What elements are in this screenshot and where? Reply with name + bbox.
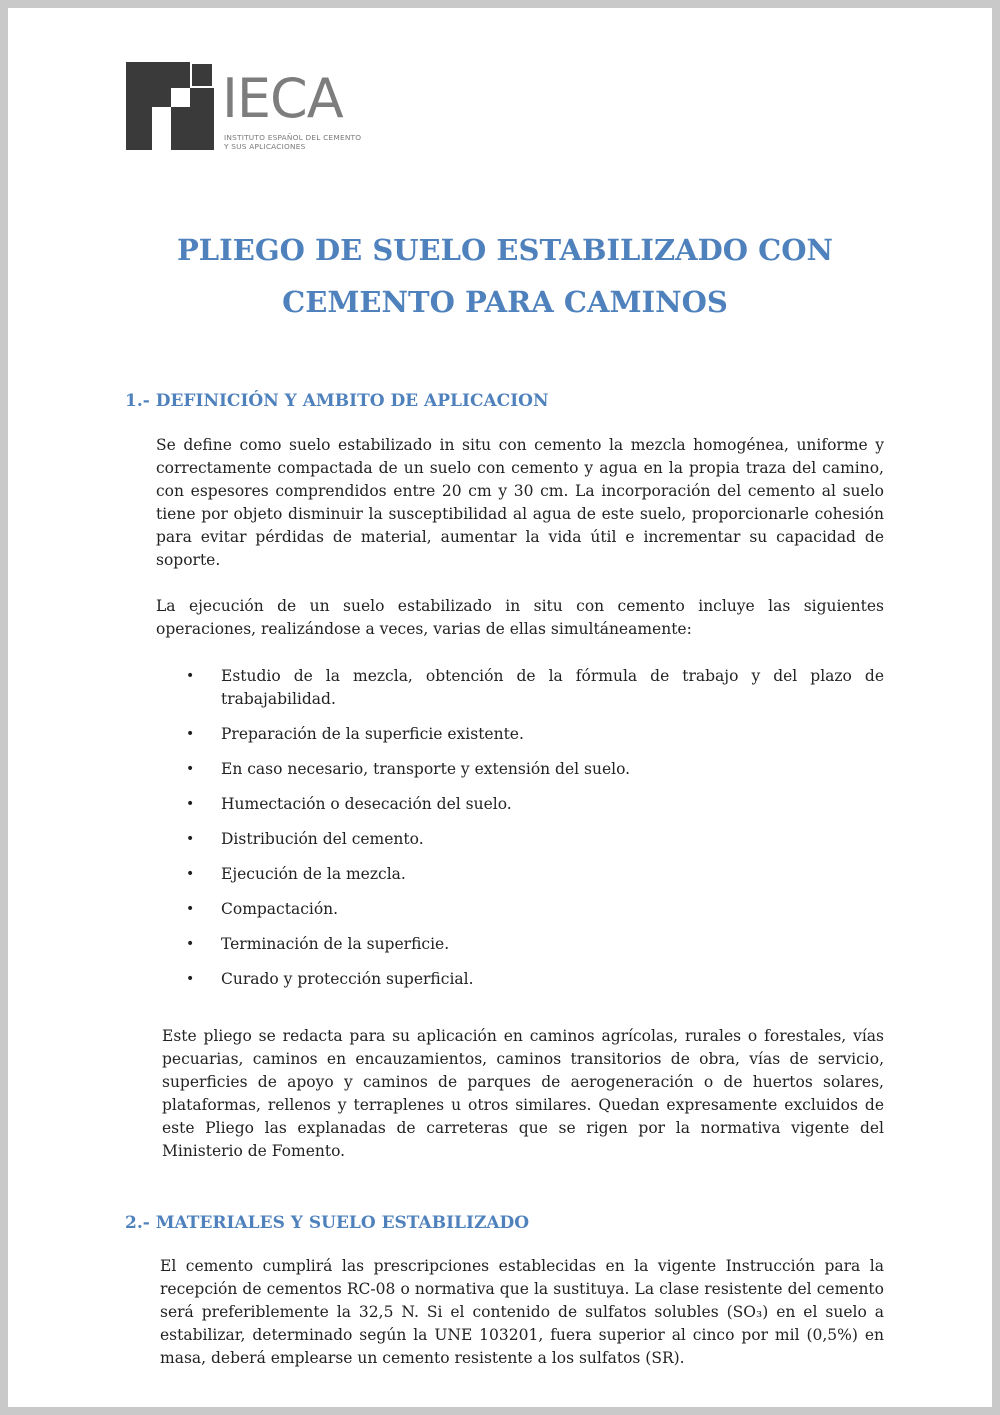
list-item bbox=[156, 933, 884, 956]
list-item-text: En caso necesario, transporte y extensión del suelo. bbox=[221, 760, 631, 778]
ieca-logo bbox=[126, 62, 386, 162]
list-item-text: Terminación de la superficie. bbox=[221, 935, 450, 953]
section2-paragraph1: El cemento cumplirá las prescripciones establecidas en la vigente Instrucción para la recepción de cementos RC-08 o normativa que la sustituya. La clase resistente del cemento será preferiblemente la 32,5 N. Si el contenido de sulfatos solubles (SO₃) en el suelo a estabilizar, determinado según la UNE 103201, fuera superior al cinco por mil (0,5%) en masa, deberá emplearse un cemento resistente a los sulfatos (SR). bbox=[160, 1257, 884, 1367]
bullet-icon: • bbox=[186, 796, 195, 812]
document-title-line2: CEMENTO PARA CAMINOS bbox=[282, 285, 728, 319]
bullet-icon: • bbox=[186, 831, 195, 847]
section1-paragraph2: La ejecución de un suelo estabilizado in situ con cemento incluye las siguientes operaciones, realizándose a veces, varias de ellas simultáneamente: bbox=[156, 597, 884, 638]
bullet-icon: • bbox=[186, 971, 195, 987]
ieca-logo-mark-icon bbox=[126, 62, 214, 150]
bullet-icon: • bbox=[186, 866, 195, 882]
list-item-text: Preparación de la superficie existente. bbox=[221, 725, 524, 743]
list-item bbox=[156, 898, 884, 921]
list-item-text: Estudio de la mezcla, obtención de la fórmula de trabajo y del plazo de trabajabilidad. bbox=[221, 667, 884, 708]
document-title bbox=[108, 224, 902, 328]
list-item bbox=[156, 793, 884, 816]
bullet-icon: • bbox=[186, 668, 195, 684]
document-page bbox=[8, 8, 992, 1407]
bullet-icon: • bbox=[186, 936, 195, 952]
list-item bbox=[156, 828, 884, 851]
section1-paragraph3: Este pliego se redacta para su aplicación en caminos agrícolas, rurales o forestales, vías pecuarias, caminos en encauzamientos, caminos transitorios de obra, vías de servicio, superficies de apoyo y caminos de parques de aerogeneración o de huertos solares, plataformas, rellenos y terraplenes u otros similares. Quedan expresamente excluidos de este Pliego las explanadas de carreteras que se rigen por la normativa vigente del Ministerio de Fomento. bbox=[162, 1027, 884, 1160]
section1-paragraph1: Se define como suelo estabilizado in situ con cemento la mezcla homogénea, uniforme y correctamente compactada de un suelo con cemento y agua en la propia traza del camino, con espesores comprendidos entre 20 cm y 30 cm. La incorporación del cemento al suelo tiene por objeto disminuir la susceptibilidad al agua de este suelo, proporcionarle cohesión para evitar pérdidas de material, aumentar la vida útil e incrementar su capacidad de soporte. bbox=[156, 436, 884, 569]
logo-subtitle-line1: INSTITUTO ESPAÑOL DEL CEMENTO bbox=[224, 133, 362, 142]
list-item bbox=[156, 968, 884, 991]
list-item bbox=[156, 758, 884, 781]
section2-heading: 2.- MATERIALES Y SUELO ESTABILIZADO bbox=[125, 1213, 530, 1233]
section1-heading: 1.- DEFINICIÓN Y AMBITO DE APLICACION bbox=[125, 391, 549, 411]
list-item bbox=[156, 665, 884, 711]
list-item-text: Curado y protección superficial. bbox=[221, 970, 474, 988]
list-item bbox=[156, 723, 884, 746]
bullet-icon: • bbox=[186, 901, 195, 917]
logo-subtitle-line2: Y SUS APLICACIONES bbox=[224, 142, 306, 151]
operations-list bbox=[156, 665, 884, 1003]
list-item-text: Ejecución de la mezcla. bbox=[221, 865, 406, 883]
bullet-icon: • bbox=[186, 726, 195, 742]
list-item bbox=[156, 863, 884, 886]
list-item-text: Compactación. bbox=[221, 900, 339, 918]
logo-wordmark: IECA bbox=[222, 67, 343, 130]
document-title-line1: PLIEGO DE SUELO ESTABILIZADO CON bbox=[176, 233, 834, 267]
logo-subtitle bbox=[224, 133, 361, 151]
bullet-icon: • bbox=[186, 761, 195, 777]
list-item-text: Distribución del cemento. bbox=[221, 830, 424, 848]
list-item-text: Humectación o desecación del suelo. bbox=[221, 795, 512, 813]
